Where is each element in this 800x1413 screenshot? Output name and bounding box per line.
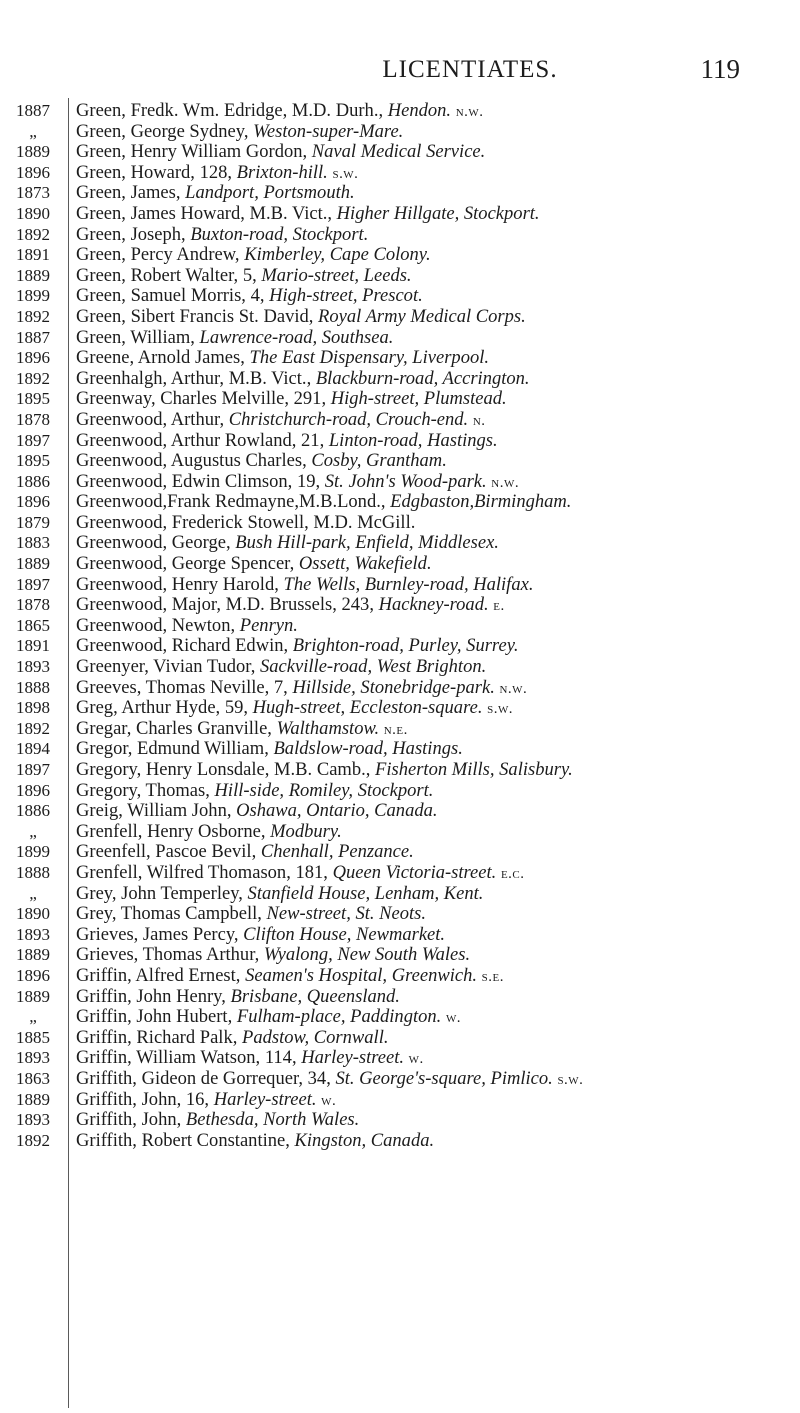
entry-year: „ bbox=[29, 821, 37, 841]
entry-district: w. bbox=[408, 1051, 424, 1068]
entry-name: Greenwood, Frederick Stowell, M.D. McGill. bbox=[76, 511, 416, 533]
entry-year: 1899 bbox=[16, 842, 50, 862]
entry-address: Royal Army Medical Corps. bbox=[318, 305, 526, 327]
column-divider bbox=[68, 98, 69, 1408]
list-item bbox=[76, 451, 794, 472]
entry-year: 1889 bbox=[16, 986, 50, 1006]
entry-name: Green, Howard, 128, bbox=[76, 161, 237, 183]
entry-year: 1895 bbox=[16, 389, 50, 409]
list-item bbox=[76, 822, 794, 843]
entry-district: n.w. bbox=[455, 104, 484, 120]
list-item bbox=[76, 945, 794, 966]
entry-year: 1893 bbox=[16, 924, 50, 944]
entry-name: Greenfell, Pascoe Bevil, bbox=[76, 841, 261, 863]
entry-name: Greenwood, George, bbox=[76, 532, 236, 554]
entry-year: 1886 bbox=[16, 801, 50, 821]
entry-year: 1892 bbox=[16, 368, 50, 388]
entry-address: Hill-side, Romiley, Stockport. bbox=[214, 779, 434, 801]
entry-year: 1899 bbox=[16, 286, 50, 306]
entry-name: Green, Percy Andrew, bbox=[76, 244, 245, 266]
entry-address: High-street, Plumstead. bbox=[330, 388, 507, 410]
entry-address: Wyalong, New South Wales. bbox=[263, 944, 471, 966]
entry-name: Green, Joseph, bbox=[76, 223, 191, 245]
list-item bbox=[76, 513, 794, 534]
entry-year: 1890 bbox=[16, 904, 50, 924]
entry-address: Seamen's Hospital, Greenwich. bbox=[245, 964, 478, 986]
entry-address: Kingston, Canada. bbox=[294, 1129, 435, 1151]
entry-address: Bush Hill-park, Enfield, Middlesex. bbox=[235, 532, 499, 554]
entry-year: 1885 bbox=[16, 1027, 50, 1047]
entry-year: 1896 bbox=[16, 492, 50, 512]
entry-district: w. bbox=[321, 1092, 337, 1109]
entry-year: 1893 bbox=[16, 657, 50, 677]
entry-year: 1887 bbox=[16, 327, 50, 347]
entry-address: Stanfield House, Lenham, Kent. bbox=[247, 882, 484, 904]
entry-year: 1892 bbox=[16, 1130, 50, 1150]
entry-address: Walthamstow. bbox=[276, 717, 380, 739]
entry-district: n.w. bbox=[499, 680, 528, 697]
entry-year: 1891 bbox=[16, 245, 50, 265]
entry-name: Grey, Thomas Campbell, bbox=[76, 903, 267, 925]
entry-address: Buxton-road, Stockport. bbox=[190, 223, 369, 245]
entry-year: 1895 bbox=[16, 451, 50, 471]
list-item bbox=[76, 328, 794, 349]
entry-year: 1878 bbox=[16, 595, 50, 615]
list-item bbox=[76, 636, 794, 657]
entry-address: Harley-street. bbox=[301, 1047, 405, 1069]
entry-name: Greenwood,Frank Redmayne,M.B.Lond., bbox=[76, 491, 391, 513]
list-item bbox=[76, 142, 794, 163]
list-item bbox=[76, 698, 794, 719]
entry-address: Weston-super-Mare. bbox=[253, 120, 404, 142]
entry-address: Chenhall, Penzance. bbox=[260, 841, 414, 863]
entry-name: Greenwood, Newton, bbox=[76, 614, 240, 636]
entry-address: St. George's-square, Pimlico. bbox=[335, 1067, 553, 1089]
entry-name: Green, James Howard, M.B. Vict., bbox=[76, 202, 337, 224]
entry-year: 1863 bbox=[16, 1068, 50, 1088]
entry-name: Griffin, John Hubert, bbox=[76, 1006, 237, 1028]
list-item bbox=[76, 1048, 794, 1069]
entry-district: s.e. bbox=[481, 968, 504, 985]
entry-year: 1894 bbox=[16, 739, 50, 759]
entry-address: Modbury. bbox=[270, 820, 342, 842]
entry-year: 1896 bbox=[16, 780, 50, 800]
entry-name: Grieves, James Percy, bbox=[76, 923, 244, 945]
entry-address: Brighton-road, Purley, Surrey. bbox=[292, 635, 519, 657]
list-item bbox=[76, 801, 794, 822]
entry-name: Greenway, Charles Melville, 291, bbox=[76, 388, 331, 410]
entry-district: s.w. bbox=[332, 165, 359, 182]
entry-year: 1889 bbox=[16, 142, 50, 162]
entry-year: 1887 bbox=[16, 101, 50, 120]
entry-year: 1897 bbox=[16, 574, 50, 594]
entry-name: Griffith, John, 16, bbox=[76, 1088, 214, 1110]
entry-name: Greenwood, Henry Harold, bbox=[76, 573, 284, 595]
entry-district: n.e. bbox=[383, 721, 408, 738]
entry-year: 1879 bbox=[16, 512, 50, 532]
entry-address: Lawrence-road, Southsea. bbox=[199, 326, 394, 348]
list-item bbox=[76, 369, 794, 390]
list-item bbox=[76, 1028, 794, 1049]
entry-year: 1889 bbox=[16, 945, 50, 965]
entry-address: Christchurch-road, Crouch-end. bbox=[228, 408, 469, 430]
entry-address: Oshawa, Ontario, Canada. bbox=[236, 800, 438, 822]
entry-address: Naval Medical Service. bbox=[311, 141, 486, 163]
entry-name: Greenwood, George Spencer, bbox=[76, 553, 299, 575]
list-item bbox=[76, 389, 794, 410]
entry-district: e. bbox=[493, 598, 505, 615]
entry-name: Green, Sibert Francis St. David, bbox=[76, 305, 319, 327]
entry-name: Greenwood, Arthur, bbox=[76, 408, 229, 430]
list-item bbox=[76, 884, 794, 905]
entry-name: Griffin, Alfred Ernest, bbox=[76, 964, 246, 986]
entry-address: Hendon. bbox=[387, 100, 452, 121]
page-number: 119 bbox=[700, 54, 740, 84]
list-item bbox=[76, 842, 794, 863]
entry-district: s.w. bbox=[557, 1071, 584, 1088]
entry-name: Greenwood, Richard Edwin, bbox=[76, 635, 293, 657]
entry-year: 1883 bbox=[16, 533, 50, 553]
entry-address: Harley-street. bbox=[213, 1088, 317, 1110]
list-item bbox=[76, 163, 794, 184]
entry-address: Landport, Portsmouth. bbox=[185, 182, 355, 204]
entry-year: 1878 bbox=[16, 409, 50, 429]
entry-year: 1893 bbox=[16, 1048, 50, 1068]
entry-name: Griffith, Gideon de Gorrequer, 34, bbox=[76, 1067, 336, 1089]
entry-address: Fisherton Mills, Salisbury. bbox=[375, 759, 573, 780]
entry-name: Greenwood, Augustus Charles, bbox=[76, 450, 312, 472]
list-item bbox=[76, 678, 794, 699]
entry-district: n. bbox=[472, 412, 486, 429]
entry-name: Green, Henry William Gordon, bbox=[76, 141, 312, 163]
entry-address: Brisbane, Queensland. bbox=[230, 985, 400, 1007]
entry-year: 1898 bbox=[16, 698, 50, 718]
list-item bbox=[76, 266, 794, 287]
entry-address: Hugh-street, Eccleston-square. bbox=[252, 697, 483, 719]
entry-address: Edgbaston,Birmingham. bbox=[390, 491, 572, 513]
entry-name: Greenwood, Arthur Rowland, 21, bbox=[76, 429, 329, 451]
entry-address: Mario-street, Leeds. bbox=[261, 264, 412, 286]
entry-year: „ bbox=[29, 1007, 37, 1027]
list-item bbox=[76, 739, 794, 760]
entry-year: 1888 bbox=[16, 862, 50, 882]
entry-name: Greenhalgh, Arthur, M.B. Vict., bbox=[76, 367, 316, 389]
list-item bbox=[76, 1110, 794, 1131]
entry-name: Gregar, Charles Granville, bbox=[76, 717, 277, 739]
entry-district: e.c. bbox=[500, 865, 525, 882]
entry-address: St. John's Wood-park. bbox=[324, 470, 487, 492]
list-item bbox=[76, 122, 794, 143]
entry-name: Griffin, Richard Palk, bbox=[76, 1026, 243, 1048]
entry-year: „ bbox=[29, 121, 37, 141]
entry-address: Penryn. bbox=[239, 614, 298, 636]
entry-address: Hillside, Stonebridge-park. bbox=[292, 676, 495, 698]
entry-name: Green, William, bbox=[76, 326, 200, 348]
entry-name: Green, George Sydney, bbox=[76, 120, 254, 142]
entry-name: Grieves, Thomas Arthur, bbox=[76, 944, 264, 966]
list-item bbox=[76, 987, 794, 1008]
list-item bbox=[76, 616, 794, 637]
list-item bbox=[76, 719, 794, 740]
entry-name: Gregory, Henry Lonsdale, M.B. Camb., bbox=[76, 759, 376, 780]
list-item bbox=[76, 204, 794, 225]
entry-name: Grey, John Temperley, bbox=[76, 882, 248, 904]
entry-district: n.w. bbox=[491, 474, 520, 491]
entry-address: Clifton House, Newmarket. bbox=[243, 923, 446, 945]
entry-year: 1889 bbox=[16, 554, 50, 574]
entry-year: 1896 bbox=[16, 348, 50, 368]
list-item bbox=[76, 1090, 794, 1111]
entry-address: Bethesda, North Wales. bbox=[185, 1109, 360, 1131]
entry-name: Griffith, John, bbox=[76, 1109, 186, 1131]
entry-year: 1892 bbox=[16, 718, 50, 738]
list-item bbox=[76, 781, 794, 802]
list-item bbox=[76, 101, 794, 122]
entry-district: s.w. bbox=[487, 701, 514, 718]
entry-year: 1873 bbox=[16, 183, 50, 203]
entry-year: 1888 bbox=[16, 677, 50, 697]
entry-address: The Wells, Burnley-road, Halifax. bbox=[283, 573, 534, 595]
entry-year: 1891 bbox=[16, 636, 50, 656]
entry-name: Green, Samuel Morris, 4, bbox=[76, 285, 270, 307]
entry-name: Grenfell, Wilfred Thomason, 181, bbox=[76, 861, 333, 883]
entry-name: Greeves, Thomas Neville, 7, bbox=[76, 676, 293, 698]
entry-address: Queen Victoria-street. bbox=[332, 861, 497, 883]
entry-name: Green, Fredk. Wm. Edridge, M.D. Durh., bbox=[76, 100, 388, 121]
entry-name: Griffin, William Watson, 114, bbox=[76, 1047, 302, 1069]
list-item bbox=[76, 245, 794, 266]
entry-list bbox=[76, 101, 796, 1151]
entry-name: Grenfell, Henry Osborne, bbox=[76, 820, 271, 842]
entry-address: Blackburn-road, Accrington. bbox=[315, 367, 530, 389]
list-item bbox=[76, 595, 794, 616]
entry-address: The East Dispensary, Liverpool. bbox=[249, 347, 490, 369]
entry-year: „ bbox=[29, 883, 37, 903]
entry-year: 1890 bbox=[16, 203, 50, 223]
list-item bbox=[76, 657, 794, 678]
entry-address: Higher Hillgate, Stockport. bbox=[336, 202, 540, 224]
entry-name: Green, James, bbox=[76, 182, 186, 204]
entry-name: Gregory, Thomas, bbox=[76, 779, 215, 801]
entry-address: Fulham-place, Paddington. bbox=[236, 1006, 442, 1028]
list-item bbox=[76, 863, 794, 884]
entry-address: High-street, Prescot. bbox=[269, 285, 423, 307]
year-column bbox=[0, 101, 66, 1151]
list-item bbox=[76, 904, 794, 925]
entry-name: Griffin, John Henry, bbox=[76, 985, 231, 1007]
entry-address: Sackville-road, West Brighton. bbox=[260, 656, 487, 678]
entry-name: Greenwood, Major, M.D. Brussels, 243, bbox=[76, 594, 379, 616]
list-item bbox=[76, 225, 794, 246]
entry-address: New-street, St. Neots. bbox=[266, 903, 427, 925]
entry-year: 1893 bbox=[16, 1110, 50, 1130]
entry-address: Hackney-road. bbox=[378, 594, 489, 616]
list-item bbox=[76, 492, 794, 513]
list-item bbox=[76, 472, 794, 493]
entry-name: Greg, Arthur Hyde, 59, bbox=[76, 697, 253, 719]
entry-name: Greig, William John, bbox=[76, 800, 237, 822]
list-item bbox=[76, 431, 794, 452]
entry-year: 1892 bbox=[16, 224, 50, 244]
list-item bbox=[76, 554, 794, 575]
entry-name: Greenyer, Vivian Tudor, bbox=[76, 656, 261, 678]
entry-address: Linton-road, Hastings. bbox=[328, 429, 498, 451]
entry-year: 1889 bbox=[16, 265, 50, 285]
list-item bbox=[76, 1131, 794, 1152]
entry-name: Green, Robert Walter, 5, bbox=[76, 264, 262, 286]
list-item bbox=[76, 307, 794, 328]
entry-year: 1886 bbox=[16, 471, 50, 491]
entry-name: Griffith, Robert Constantine, bbox=[76, 1129, 295, 1151]
list-item bbox=[76, 533, 794, 554]
entry-district: w. bbox=[445, 1010, 462, 1027]
entry-year: 1892 bbox=[16, 306, 50, 326]
list-item bbox=[76, 410, 794, 431]
entry-year: 1896 bbox=[16, 162, 50, 182]
entry-name: Greene, Arnold James, bbox=[76, 347, 250, 369]
list-item bbox=[76, 1007, 794, 1028]
entry-year: 1896 bbox=[16, 965, 50, 985]
entry-address: Cosby, Grantham. bbox=[311, 450, 447, 472]
list-item bbox=[76, 1069, 794, 1090]
list-item bbox=[76, 575, 794, 596]
entry-address: Brixton-hill. bbox=[236, 161, 328, 183]
entry-year: 1889 bbox=[16, 1089, 50, 1109]
entry-address: Baldslow-road, Hastings. bbox=[273, 738, 463, 760]
entry-address: Padstow, Cornwall. bbox=[242, 1026, 389, 1048]
entry-name: Greenwood, Edwin Climson, 19, bbox=[76, 470, 325, 492]
entry-year: 1897 bbox=[16, 430, 50, 450]
entry-address: Ossett, Wakefield. bbox=[298, 553, 432, 575]
entry-name: Gregor, Edmund William, bbox=[76, 738, 274, 760]
entry-year: 1865 bbox=[16, 615, 50, 635]
list-item bbox=[76, 760, 794, 781]
list-item bbox=[76, 183, 794, 204]
page-header bbox=[0, 52, 800, 92]
list-item bbox=[76, 348, 794, 369]
list-item bbox=[76, 286, 794, 307]
entry-address: Kimberley, Cape Colony. bbox=[244, 244, 431, 266]
list-item bbox=[76, 966, 794, 987]
page-title: LICENTIATES. bbox=[382, 56, 558, 83]
entry-year: 1897 bbox=[16, 760, 50, 779]
list-item bbox=[76, 925, 794, 946]
